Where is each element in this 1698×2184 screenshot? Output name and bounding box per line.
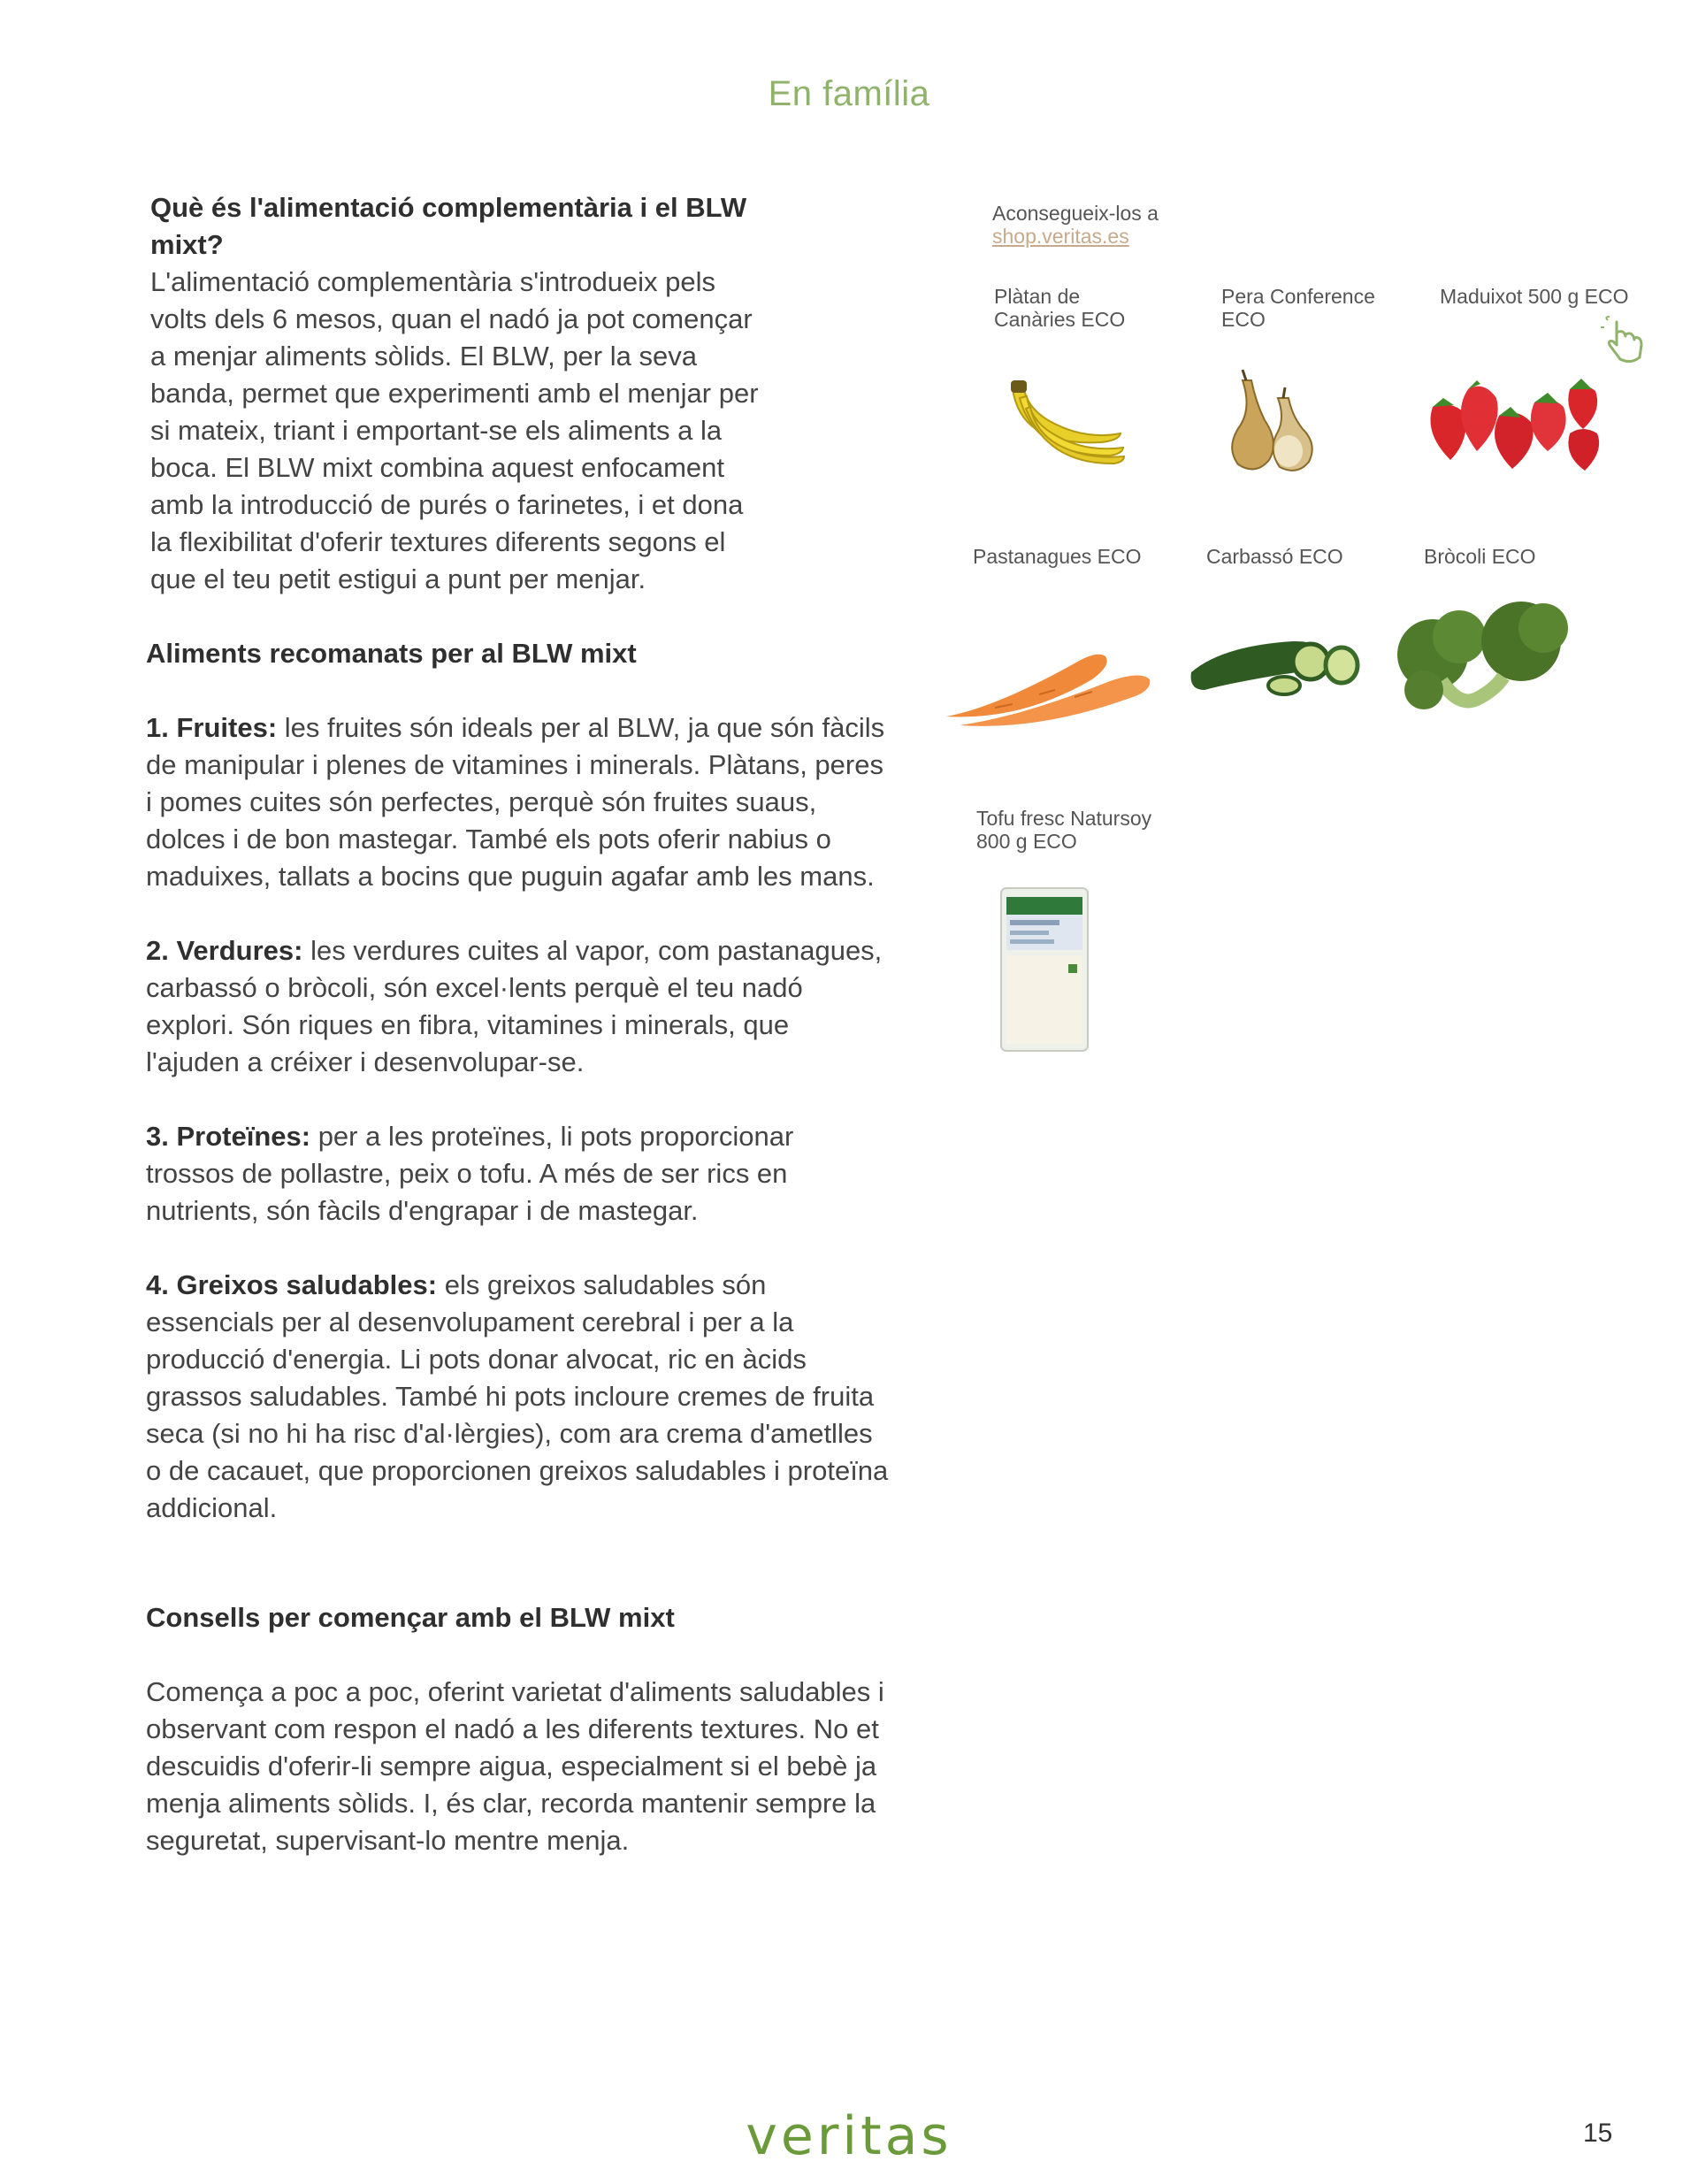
broccoli-icon[interactable] [1388, 593, 1574, 734]
product-name-tofu[interactable]: Tofu fresc Natursoy 800 g ECO [976, 807, 1152, 853]
shop-link[interactable]: shop.veritas.es [992, 225, 1129, 248]
list-item-healthy-fats [146, 1267, 889, 1527]
item-text: les verdures cuites al vapor, com pastanagues, carbassó o bròcoli, són excel·lents perquè el teu nadó explori. Són riques en fibra, vitamines i minerals, que l'ajuden a créixer i desenvolupar-se. [146, 935, 883, 1077]
tips-section [146, 1599, 889, 1859]
item-text: per a les proteïnes, li pots proporcionar trossos de pollastre, peix o tofu. A més de ser rics en nutrients, són fàcils d'engrapar i de mastegar. [146, 1121, 794, 1226]
product-name-zucchini[interactable]: Carbassó ECO [1206, 545, 1343, 568]
recommended-section [146, 635, 889, 1527]
zucchini-icon[interactable] [1187, 619, 1364, 708]
item-label: 2. Verdures: [146, 935, 303, 966]
intro-heading: Què és l'alimentació complementària i el BLW mixt? [150, 192, 747, 260]
item-label: 3. Proteïnes: [146, 1121, 311, 1152]
item-text: les fruites són ideals per al BLW, ja que són fàcils de manipular i plenes de vitamines i minerals. Plàtans, peres i pomes cuites són perfectes, perquè són fruites suaus, dolces i de bon mastegar. També els pots oferir nabius o maduixes, tallats a bocins que puguin agafar amb les mans. [146, 712, 885, 892]
carrot-icon[interactable] [942, 610, 1163, 734]
product-name-broccoli[interactable]: Bròcoli ECO [1424, 545, 1536, 568]
product-name-strawberry[interactable]: Maduixot 500 g ECO [1440, 285, 1629, 308]
strawberry-icon[interactable] [1415, 354, 1618, 478]
intro-body: L'alimentació complementària s'introdueix pels volts dels 6 mesos, quan el nadó ja pot començar a menjar aliments sòlids. El BLW, per la seva banda, permet que experimenti amb el menjar per si mateix, triant i emportant-se els aliments a la boca. El BLW mixt combina aquest enfocament amb la introducció de purés o farinetes, i et dona la flexibilitat d'oferir textures diferents segons el que el teu petit estigui a punt per menjar. [150, 266, 759, 594]
shop-prefix: Aconsegueix-los a [992, 202, 1159, 225]
pear-icon[interactable] [1216, 363, 1322, 478]
item-text: els greixos saludables són essencials per al desenvolupament cerebral i per a la producció d'energia. Li pots donar alvocat, ric en àcids grassos saludables. També hi pots incloure cremes de fruita seca (si no hi ha risc d'al·lèrgies), com ara crema d'ametlles o de cacauet, que proporcionen greixos saludables i proteïna addicional. [146, 1269, 889, 1523]
intro-section [150, 189, 769, 598]
list-item-vegetables [146, 932, 889, 1081]
list-item-proteins [146, 1118, 889, 1230]
product-name-pear[interactable]: Pera Conference ECO [1221, 285, 1375, 331]
tips-body: Comença a poc a poc, oferint varietat d'aliments saludables i observant com respon el nadó a les diferents textures. No et descuidis d'oferir-li sempre aigua, especialment si el bebè ja menja aliments sòlids. I, és clar, recorda mantenir sempre la seguretat, supervisant-lo mentre menja. [146, 1676, 884, 1856]
banana-icon[interactable] [1004, 372, 1128, 469]
page-number: 15 [1583, 2119, 1613, 2148]
tips-heading: Consells per començar amb el BLW mixt [146, 1602, 675, 1633]
veritas-logo: veritas [746, 2105, 952, 2167]
list-item-fruits [146, 709, 889, 895]
tofu-package-icon[interactable] [998, 885, 1091, 1054]
product-name-banana[interactable]: Plàtan de Canàries ECO [994, 285, 1126, 331]
shop-callout [992, 202, 1159, 248]
item-label: 1. Fruites: [146, 712, 278, 743]
recommended-heading: Aliments recomanats per al BLW mixt [146, 638, 637, 669]
section-title: En família [768, 74, 930, 113]
item-label: 4. Greixos saludables: [146, 1269, 438, 1300]
product-name-carrot[interactable]: Pastanagues ECO [973, 545, 1142, 568]
